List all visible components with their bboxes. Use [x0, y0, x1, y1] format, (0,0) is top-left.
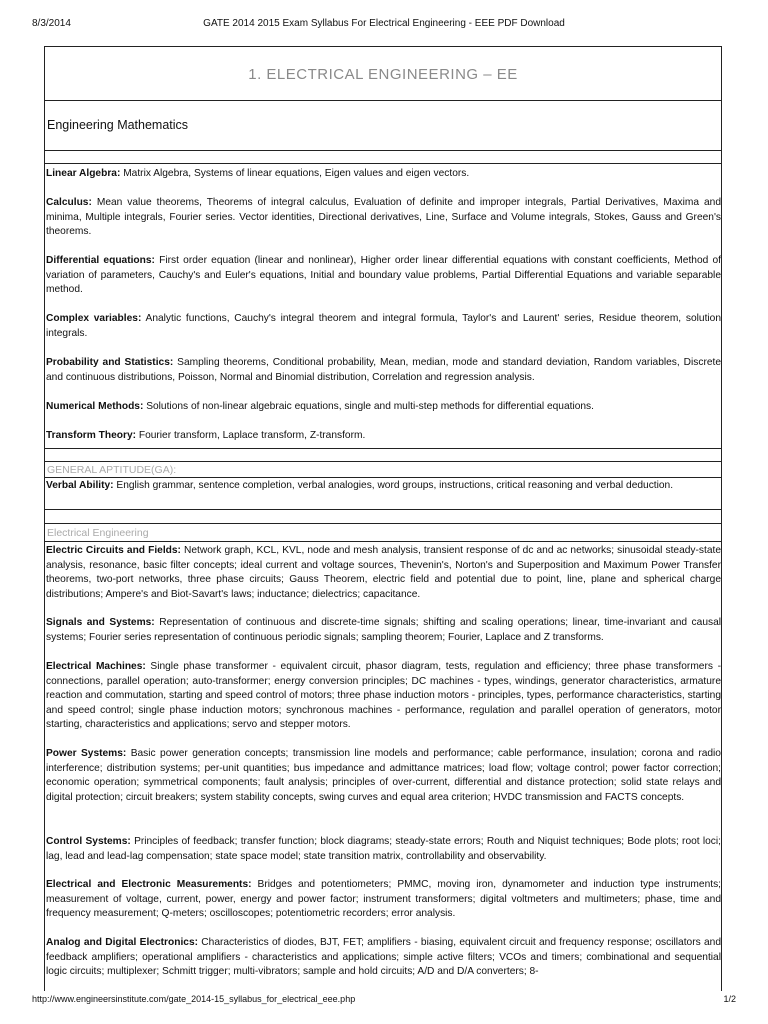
topic-measurements: [46, 878, 721, 922]
table-divider: [45, 163, 721, 164]
topic-heading: Electrical Machines:: [46, 661, 146, 672]
main-title: 1. ELECTRICAL ENGINEERING – EE: [248, 66, 518, 83]
section-title-math: Engineering Mathematics: [47, 118, 189, 132]
topic-text: Analytic functions, Cauchy's integral theorem and integral formula, Taylor's and Laurent' series, Residue theorem, solution integrals.: [46, 313, 721, 339]
topic-heading: Analog and Digital Electronics:: [46, 937, 198, 948]
topic-differential-equations: [46, 254, 721, 298]
topic-electric-circuits-fields: [46, 544, 721, 602]
print-title: GATE 2014 2015 Exam Syllabus For Electrical Engineering - EEE PDF Download: [203, 18, 565, 29]
topic-text: Representation of continuous and discrete-time signals; shifting and scaling operations; linear, time-invariant and causal systems; Fourier series representation of continuous periodic signals; sampling theorem; Fourier, Laplace and Z transforms.: [46, 617, 722, 643]
table-divider: [45, 448, 721, 449]
topic-text: Fourier transform, Laplace transform, Z-transform.: [136, 430, 366, 441]
topic-text: Single phase transformer - equivalent circuit, phasor diagram, tests, regulation and efficiency; three phase transformers - connections, parallel operation; auto-transformer; energy conversion principles; DC machines - types, windings, generator characteristics, armature reaction and commutation, starting and speed control of motors; three phase induction motors - principles, types, performance characteristics, starting and speed control; single phase induction motors; synchronous machines - performance, regulation and parallel operation of generators, motor starting, characteristics and applications; servo and stepper motors.: [46, 661, 721, 730]
topic-text: First order equation (linear and nonlinear), Higher order linear differential equations with constant coefficients, Method of variation of parameters, Cauchy's and Euler's equations, Initial and boundary value problems, Partial Differential Equations and variable separable method.: [46, 255, 721, 295]
topic-text: Characteristics of diodes, BJT, FET; amplifiers - biasing, equivalent circuit and frequency response; oscillators and feedback amplifiers; operational amplifiers - characteristics and applications; simple active filters; VCOs and timers; combinational and sequential logic circuits; multiplexer; Schmitt trigger; multi-vibrators; sample and hold circuits; A/D and D/A converters; 8-: [46, 937, 721, 977]
topic-control-systems: [46, 835, 721, 864]
topic-text: English grammar, sentence completion, verbal analogies, word groups, instructions, critical reasoning and verbal deduction.: [113, 480, 674, 491]
table-divider: [45, 100, 721, 101]
topic-heading: Signals and Systems:: [46, 617, 155, 628]
print-header: [32, 18, 736, 32]
topic-text: Sampling theorems, Conditional probability, Mean, median, mode and standard deviation, Random variables, Discrete and continuous distributions, Poisson, Normal and Binomial distribution, Correlation and regression analysis.: [46, 357, 721, 383]
topic-calculus: [46, 196, 721, 240]
topic-heading: Calculus:: [46, 197, 92, 208]
topic-heading: Electrical and Electronic Measurements:: [46, 879, 252, 890]
topic-heading: Probability and Statistics:: [46, 357, 174, 368]
topic-heading: Control Systems:: [46, 836, 131, 847]
section-title-ga: GENERAL APTITUDE(GA):: [47, 464, 177, 476]
topic-electrical-machines: [46, 660, 721, 733]
topic-text: Basic power generation concepts; transmission line models and performance; cable performance, insulation; corona and radio interference; distribution systems; per-unit quantities; bus impedance and admittance matrices; load flow; voltage control; power factor correction; economic operation; symmetrical components; fault analysis; principles of over-current, differential and distance protection; solid state relays and digital protection; circuit breakers; system stability concepts, swing curves and equal area criterion; HVDC transmission and FACTS concepts.: [46, 748, 721, 803]
topic-text: Bridges and potentiometers; PMMC, moving iron, dynamometer and induction type instruments; measurement of voltage, current, power, energy and power factor; instrument transformers; digital voltmeters and multimeters; phase, time and frequency measurement; Q-meters; oscilloscopes; potentiometric recorders; error analysis.: [46, 879, 721, 919]
table-divider: [45, 150, 721, 151]
topic-complex-variables: [46, 312, 721, 341]
topic-heading: Linear Algebra:: [46, 168, 121, 179]
topic-text: Network graph, KCL, KVL, node and mesh analysis, transient response of dc and ac networks; sinusoidal steady-state analysis, resonance, basic filter concepts; ideal current and voltage sources, Thevenin's, Norton's and Superposition and Maximum Power Transfer theorems, two-port networks, three phase circuits; Gauss Theorem, electric field and potential due to point, line, plane and spherical charge distributions; Ampere's and Biot-Savart's laws; inductance; dielectrics; capacitance.: [46, 545, 721, 600]
topic-verbal-ability: [46, 479, 721, 494]
syllabus-table: [44, 46, 722, 991]
print-date: 8/3/2014: [32, 18, 71, 29]
topic-probability-statistics: [46, 356, 721, 385]
print-footer: [32, 994, 736, 1008]
page-url: http://www.engineersinstitute.com/gate_2014-15_syllabus_for_electrical_eee.php: [32, 994, 356, 1004]
topic-analog-digital-electronics: [46, 936, 721, 980]
topic-text: Matrix Algebra, Systems of linear equations, Eigen values and eigen vectors.: [120, 168, 470, 179]
table-divider: [45, 477, 721, 478]
topic-text: Principles of feedback; transfer function; block diagrams; steady-state errors; Routh and Niquist techniques; Bode plots; root loci; lag, lead and lead-lag compensation; state space model; state transition matrix, controllability and observability.: [46, 836, 721, 862]
topic-heading: Power Systems:: [46, 748, 127, 759]
topic-transform-theory: [46, 429, 721, 444]
topic-linear-algebra: [46, 167, 721, 182]
topic-heading: Complex variables:: [46, 313, 142, 324]
section-title-ee: Electrical Engineering: [47, 527, 149, 539]
page-number: 1/2: [723, 994, 736, 1004]
topic-text: Solutions of non-linear algebraic equations, single and multi-step methods for differential equations.: [143, 401, 594, 412]
table-divider: [45, 509, 721, 510]
topic-heading: Electric Circuits and Fields:: [46, 545, 181, 556]
topic-heading: Numerical Methods:: [46, 401, 144, 412]
topic-signals-systems: [46, 616, 721, 645]
topic-power-systems: [46, 747, 721, 805]
topic-heading: Verbal Ability:: [46, 480, 114, 491]
topic-heading: Transform Theory:: [46, 430, 137, 441]
table-divider: [45, 523, 721, 524]
topic-numerical-methods: [46, 400, 721, 415]
table-divider: [45, 461, 721, 462]
topic-heading: Differential equations:: [46, 255, 155, 266]
table-divider: [45, 541, 721, 542]
topic-text: Mean value theorems, Theorems of integral calculus, Evaluation of definite and improper integrals, Partial Derivatives, Maxima and minima, Multiple integrals, Fourier series. Vector identities, Directional derivatives, Line, Surface and Volume integrals, Stokes, Gauss and Green's theorems.: [46, 197, 721, 237]
